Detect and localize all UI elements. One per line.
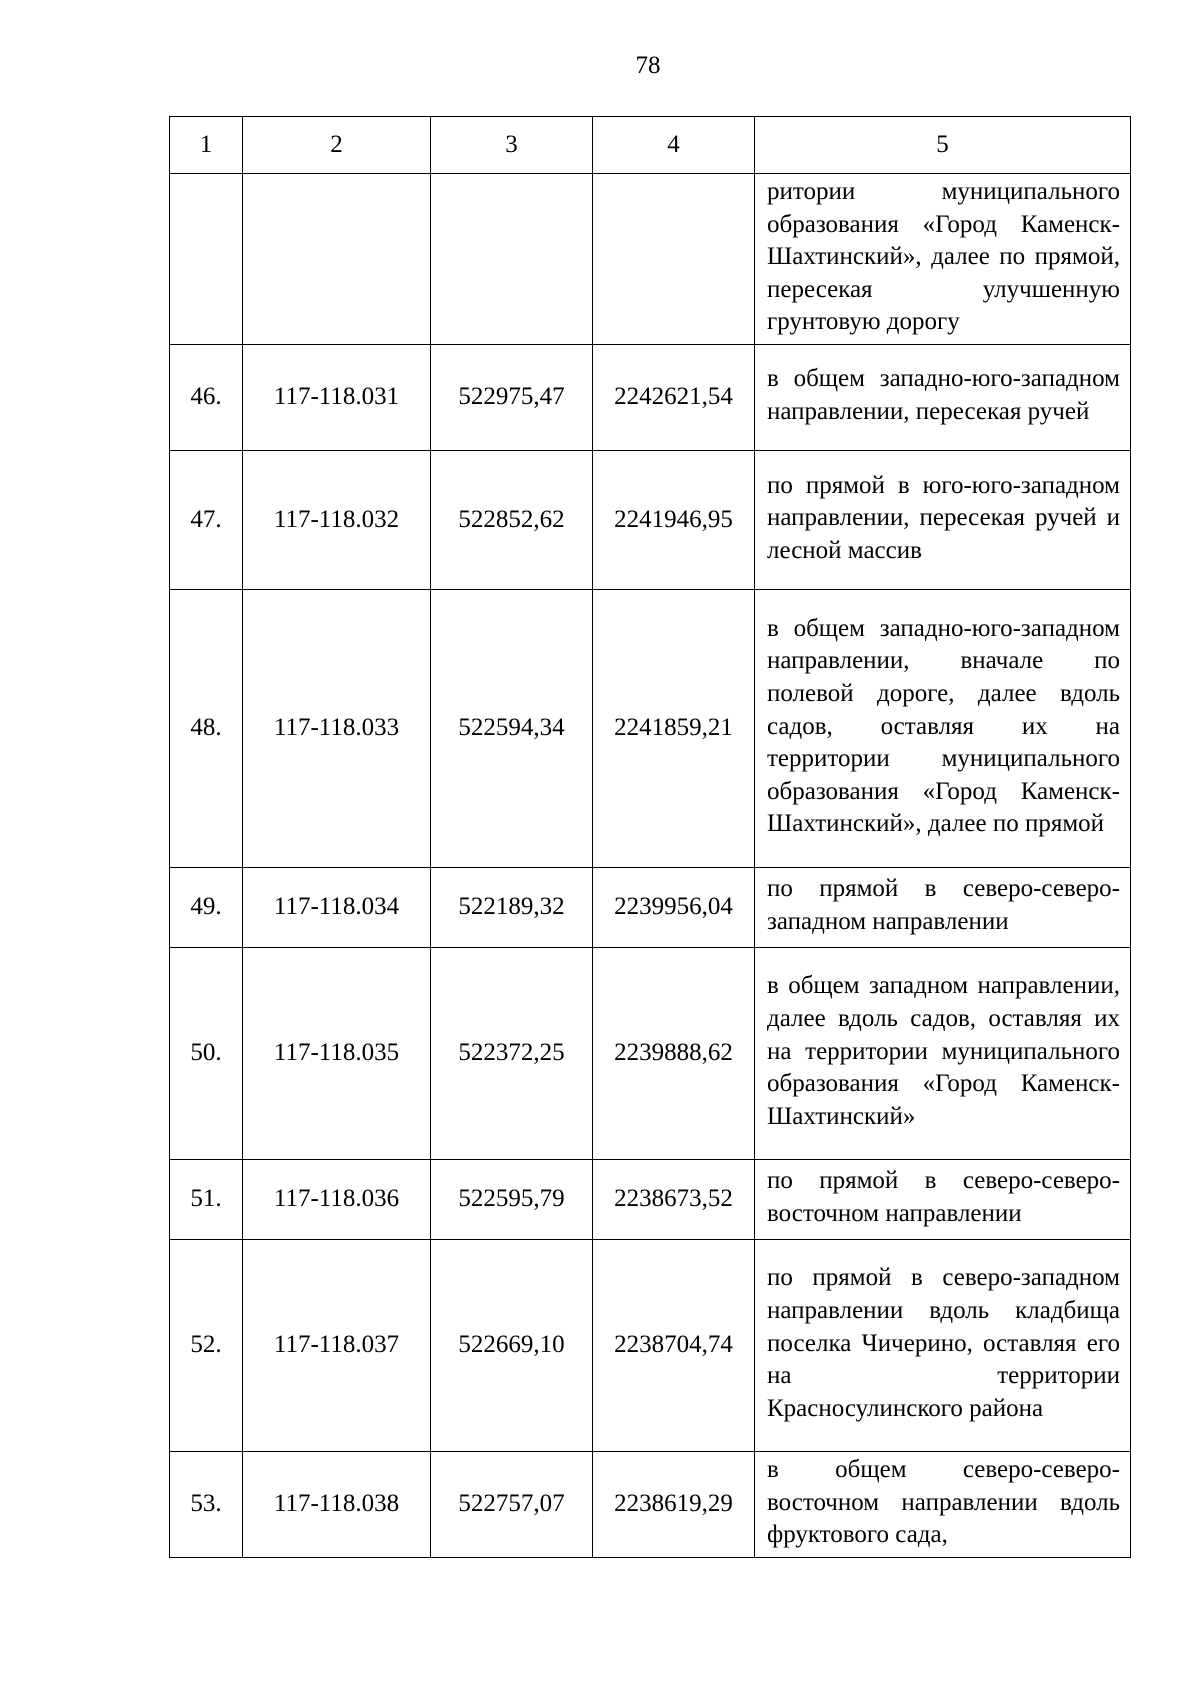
description: ритории муниципального образования «Город Каменск-Шахтинский», далее по прямой, пересекая улучшенную грунтовую дорогу — [755, 174, 1131, 345]
table-row — [170, 1239, 1131, 1451]
description: в общем западно-юго-западном направлении, вначале по полевой дороге, далее вдоль садов, оставляя их на территории муниципального образования «Город Каменск-Шахтинский», далее по прямой — [755, 589, 1131, 867]
row-number: 47. — [170, 450, 243, 589]
row-number: 48. — [170, 589, 243, 867]
table-row — [170, 589, 1131, 867]
coordinate-y: 2241946,95 — [593, 450, 755, 589]
coordinate-y: 2238704,74 — [593, 1239, 755, 1451]
coordinate-x — [431, 174, 593, 345]
column-header: 3 — [431, 117, 593, 174]
row-number: 46. — [170, 344, 243, 450]
description: по прямой в северо-северо-восточном направлении — [755, 1159, 1131, 1239]
point-id: 117-118.036 — [243, 1159, 431, 1239]
column-header: 5 — [755, 117, 1131, 174]
column-header: 2 — [243, 117, 431, 174]
table-row — [170, 1451, 1131, 1557]
coordinate-x: 522595,79 — [431, 1159, 593, 1239]
description: в общем западно-юго-западном направлении, пересекая ручей — [755, 344, 1131, 450]
coordinate-x: 522594,34 — [431, 589, 593, 867]
coordinate-x: 522372,25 — [431, 947, 593, 1159]
point-id: 117-118.033 — [243, 589, 431, 867]
coordinate-y: 2241859,21 — [593, 589, 755, 867]
table-row — [170, 867, 1131, 947]
point-id: 117-118.035 — [243, 947, 431, 1159]
coordinate-x: 522975,47 — [431, 344, 593, 450]
coordinate-x: 522669,10 — [431, 1239, 593, 1451]
boundary-table — [169, 116, 1131, 1558]
description: по прямой в северо-северо-западном направлении — [755, 867, 1131, 947]
table-row — [170, 344, 1131, 450]
column-header: 4 — [593, 117, 755, 174]
coordinate-x: 522189,32 — [431, 867, 593, 947]
row-number — [170, 174, 243, 345]
coordinate-y: 2238619,29 — [593, 1451, 755, 1557]
point-id: 117-118.037 — [243, 1239, 431, 1451]
coordinate-y: 2239956,04 — [593, 867, 755, 947]
coordinate-y — [593, 174, 755, 345]
coordinate-x: 522852,62 — [431, 450, 593, 589]
point-id: 117-118.038 — [243, 1451, 431, 1557]
description: в общем северо-северо-восточном направлении вдоль фруктового сада, — [755, 1451, 1131, 1557]
coordinate-y: 2238673,52 — [593, 1159, 755, 1239]
description: по прямой в юго-юго-западном направлении, пересекая ручей и лесной массив — [755, 450, 1131, 589]
point-id: 117-118.031 — [243, 344, 431, 450]
point-id: 117-118.032 — [243, 450, 431, 589]
column-header: 1 — [170, 117, 243, 174]
description: по прямой в северо-западном направлении вдоль кладбища поселка Чичерино, оставляя его на территории Красносулинского района — [755, 1239, 1131, 1451]
point-id: 117-118.034 — [243, 867, 431, 947]
table-row — [170, 174, 1131, 345]
row-number: 50. — [170, 947, 243, 1159]
page-number: 78 — [635, 52, 661, 79]
table-row — [170, 947, 1131, 1159]
coordinate-y: 2239888,62 — [593, 947, 755, 1159]
description: в общем западном направлении, далее вдоль садов, оставляя их на территории муниципального образования «Город Каменск-Шахтинский» — [755, 947, 1131, 1159]
table-row — [170, 450, 1131, 589]
table-row — [170, 1159, 1131, 1239]
coordinate-y: 2242621,54 — [593, 344, 755, 450]
point-id — [243, 174, 431, 345]
coordinate-x: 522757,07 — [431, 1451, 593, 1557]
table-header-row — [170, 117, 1131, 174]
row-number: 53. — [170, 1451, 243, 1557]
row-number: 51. — [170, 1159, 243, 1239]
row-number: 52. — [170, 1239, 243, 1451]
row-number: 49. — [170, 867, 243, 947]
